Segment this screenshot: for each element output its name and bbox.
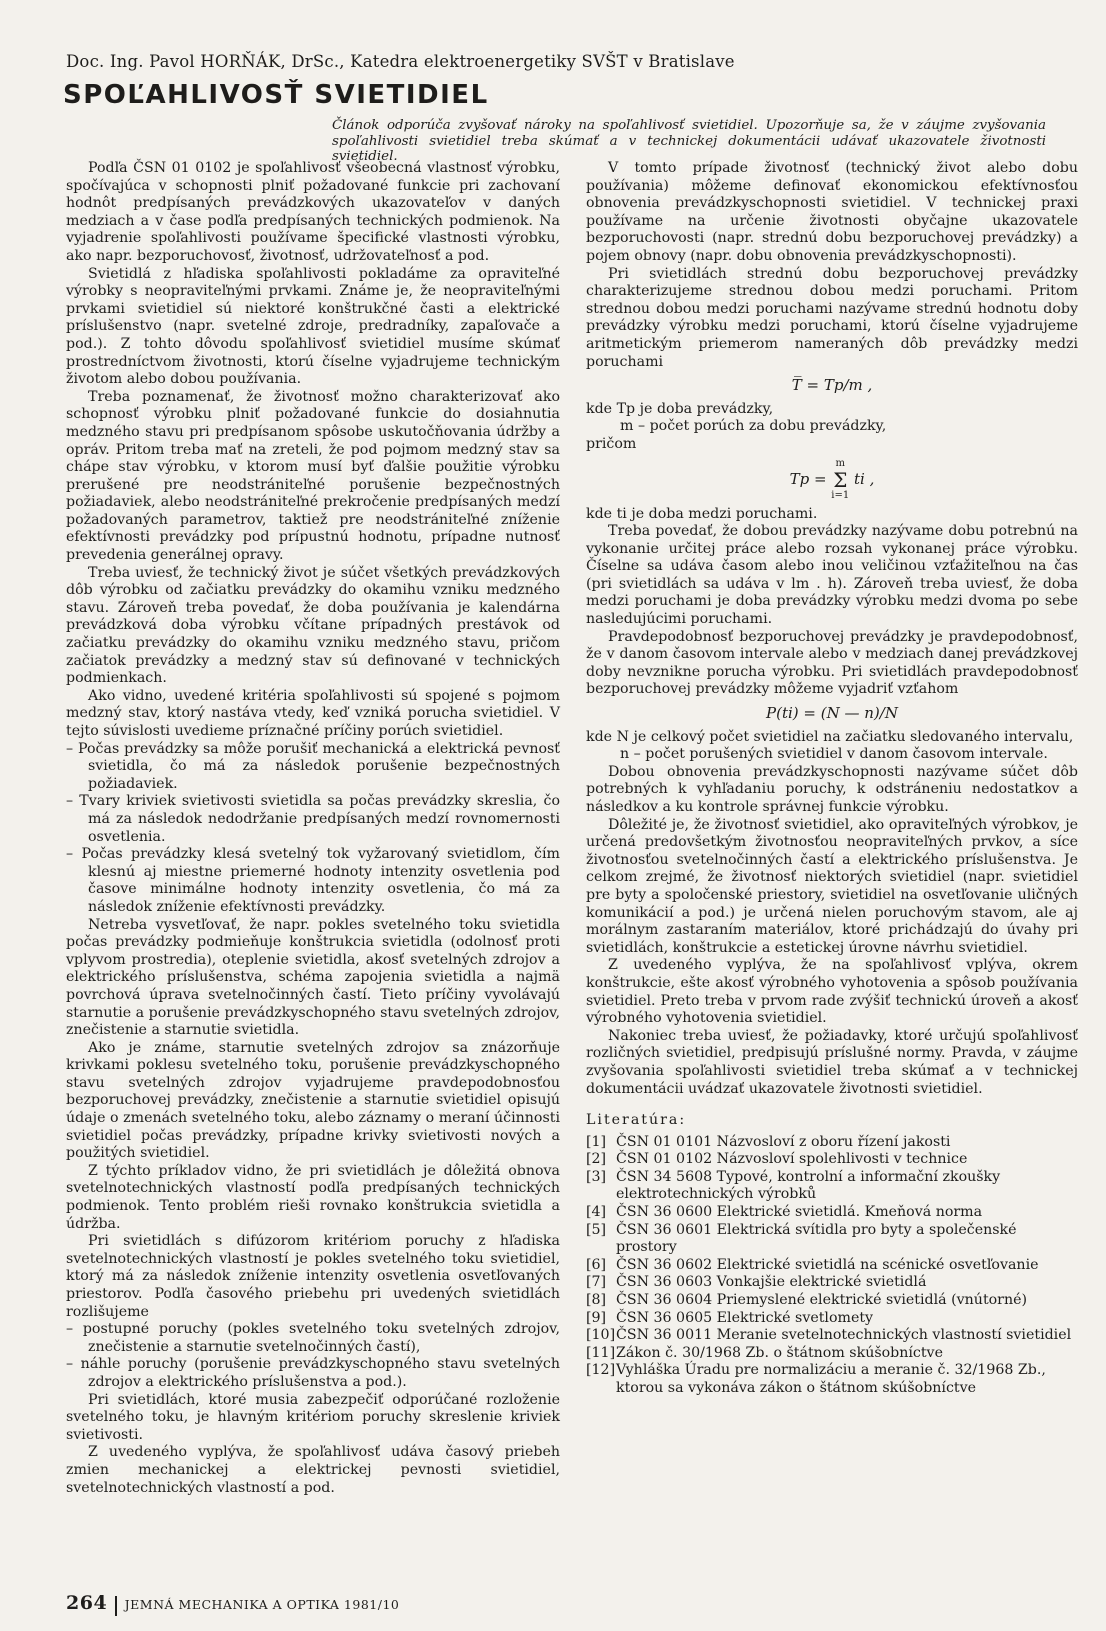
reference-item — [586, 1274, 1078, 1292]
sigma-block — [831, 458, 849, 502]
reference-number: [9] — [586, 1309, 607, 1326]
reference-text: ČSN 01 0102 Názvosloví spolehlivosti v technice — [616, 1151, 968, 1168]
paragraph: V tomto prípade životnosť (technický život alebo dobu používania) môžeme definovať ekonomickou efektívnosťou obnovenia prevádzkyschopnosti svietidiel. V technickej praxi používame na určenie životnosti obyčajne ukazovatele bezporuchovosti (napr. strednú dobu bezporuchovej prevádzky) a pojem obnovy (napr. dobu obnovenia prevádzkyschopnosti). — [586, 160, 1078, 264]
paragraph: Treba povedať, že dobou prevádzky nazývame dobu potrebnú na vykonanie určitej práce alebo rozsah vykonanej práce výrobku. Číselne sa udáva časom alebo inou veličinou vzťažiteľnou na čas (pri svietidlách sa udáva v lm . h). Zároveň treba uviesť, že doba medzi poruchami je doba prevádzky výrobku medzi dvoma po sebe nasledujúcimi poruchami. — [586, 523, 1078, 628]
reference-item — [586, 1310, 1078, 1328]
formula-sum — [586, 458, 1078, 502]
paragraph: Dobou obnovenia prevádzkyschopnosti nazývame súčet dôb potrebných k vyhľadaniu poruchy, k odstráneniu nedostatkov a následkov a ku kontrole správnej funkcie výrobku. — [586, 763, 1078, 815]
footer-divider — [115, 1596, 117, 1616]
reference-item — [586, 1222, 1078, 1257]
reference-number: [10] — [586, 1327, 616, 1344]
reference-item — [586, 1345, 1078, 1363]
reference-item — [586, 1327, 1078, 1345]
author-line: Doc. Ing. Pavol HORŇÁK, DrSc., Katedra elektroenergetiky SVŠT v Bratislave — [66, 52, 735, 71]
reference-number: [6] — [586, 1256, 607, 1273]
journal-name: JEMNÁ MECHANIKA A OPTIKA 1981/10 — [124, 1597, 400, 1612]
reference-number: [2] — [586, 1151, 607, 1168]
paragraph: Ako je známe, starnutie svetelných zdrojov sa znázorňuje krivkami poklesu svetelného toku, porušenie prevádzkyschopného stavu svetelných zdrojov vyjadrujeme pravdepodobnosťou bezporuchovej prevádzky, znečistenie a starnutie svietidiel opisujú údaje o zmenách svetelného toku, alebo záznamy o meraní účinnosti svietidiel počas prevádzky, prípadne krivky svietivosti nových a použitých svietidiel. — [66, 1039, 560, 1162]
definition-line: kde Tp je doba prevádzky, — [586, 400, 774, 417]
formula-probability: P(ti) = (N — n)/N — [766, 704, 898, 723]
sum-lower-limit: i=1 — [831, 489, 850, 501]
paragraph: Z uvedeného vyplýva, že spoľahlivosť udáva časový priebeh zmien mechanickej a elektrickej pevnosti svietidiel, svetelnotechnických vlastností a pod. — [66, 1444, 560, 1496]
reference-text: ČSN 34 5608 Typové, kontrolní a informační zkoušky elektrotechnických výrobků — [616, 1168, 1001, 1203]
paragraph: Pri svietidlách s difúzorom kritériom poruchy z hľadiska svetelnotechnických vlastností je pokles svetelného toku svietidiel, ktorý má za následok zníženie intenzity osvetlenia osvetľovaných priestorov. Podľa časového priebehu pri uvedených svietidlách rozlišujeme — [66, 1233, 560, 1320]
formula-definitions — [586, 729, 1078, 764]
references-heading: Literatúra: — [586, 1112, 687, 1129]
reference-item — [586, 1257, 1078, 1275]
reference-number: [5] — [586, 1221, 607, 1238]
reference-item — [586, 1292, 1078, 1310]
reference-number: [7] — [586, 1274, 607, 1291]
paragraph: Pravdepodobnosť bezporuchovej prevádzky je pravdepodobnosť, že v danom časovom intervale alebo v medziach danej prevádzkovej doby nevznikne porucha výrobku. Pri svietidlách pravdepodobnosť bezporuchovej prevádzky môžeme vyjadriť vzťahom — [586, 628, 1078, 698]
paragraph: Svietidlá z hľadiska spoľahlivosti pokladáme za opraviteľné výrobky s neopraviteľnými prvkami. Známe je, že neopraviteľnými prvkami svietidiel sú niektoré konštrukčné časti a elektrické príslušenstvo (napr. svetelné zdroje, predradníky, zapaľovače a pod.). Z tohto dôvodu spoľahlivosť svietidiel musíme skúmať prostredníctvom životnosti, ktorú číselne vyjadrujeme technickým životom alebo dobou používania. — [66, 265, 560, 388]
reference-item — [586, 1169, 1078, 1204]
reference-text: ČSN 36 0602 Elektrické svietidlá na scénické osvetľovanie — [616, 1256, 1039, 1273]
reference-text: Vyhláška Úradu pre normalizáciu a meranie č. 32/1968 Zb., ktorou sa vykonáva zákon o štátnom skúšobníctve — [616, 1362, 1046, 1396]
paragraph: Nakoniec treba uviesť, že požiadavky, ktoré určujú spoľahlivosť rozličných svietidiel, predpisujú príslušné normy. Pravda, v záujme zvyšovania spoľahlivosti svietidiel treba skúmať a v technickej dokumentácii uvádzať ukazovatele životnosti svietidiel. — [586, 1027, 1078, 1097]
list-item: – náhle poruchy (porušenie prevádzkyschopného stavu svetelných zdrojov a elektrického príslušenstva a pod.). — [66, 1356, 560, 1390]
reference-text: ČSN 36 0604 Priemyslené elektrické svietidlá (vnútorné) — [616, 1292, 1028, 1309]
list-item: – Tvary kriviek svietivosti svietidla sa počas prevádzky skreslia, čo má za následok nedodržanie predpísaných medzí rovnomernosti osvetlenia. — [66, 793, 560, 845]
paragraph: Ako vidno, uvedené kritéria spoľahlivosti sú spojené s pojmom medzný stav, ktorý nastáva vtedy, keď vzniká porucha svietidiel. V tejto súvislosti uvedieme príznačné príčiny porúch svietidiel. — [66, 687, 560, 739]
reference-number: [11] — [586, 1344, 616, 1361]
formula-rhs: ti , — [854, 469, 875, 488]
definition-line: kde N je celkový počet svietidiel na začiatku sledovaného intervalu, — [586, 728, 1074, 745]
paragraph: Podľa ČSN 01 0102 je spoľahlivosť všeobecná vlastnosť výrobku, spočívajúca v schopnosti plniť požadované funkcie pri zachovaní hodnôt predpísaných prevádzkových ukazovateľov v daných medziach a v čase podľa predpísaných technických podmienok. Na vyjadrenie spoľahlivosti používame špecifické vlastnosti výrobku, ako napr. bezporuchovosť, životnosť, udržovateľnosť a pod. — [66, 160, 560, 264]
paragraph: Netreba vysvetľovať, že napr. pokles svetelného toku svietidla počas prevádzky podmieňuje konštrukcia svietidla (odolnosť proti vplyvom prostredia), oteplenie svietidla, akosť svetelných zdrojov a elektrického príslušenstva, schéma zapojenia svietidla a najmä povrchová úprava svetelnočinných častí. Tieto príčiny vyvolávajú starnutie a porušenie prevádzkyschopného stavu svetelných zdrojov, znečistenie a starnutie svietidla. — [66, 916, 560, 1039]
paragraph: Dôležité je, že životnosť svietidiel, ako opraviteľných výrobkov, je určená predovšetkým životnosťou neopraviteľných prvkov, a síce životnosťou svetelnočinných častí a elektrického príslušenstva. Je celkom zrejmé, že životnosť niektorých svietidiel (napr. svietidiel pre byty a spoločenské priestory, svietidiel na osvetľovanie uličných komunikácií a pod.) je určená nielen poruchovým stavom, ale aj morálnym zastaraním materiálov, ktoré prichádzajú do úvahy pri svietidlách, konštrukcie a estetickej úrovne návrhu svietidiel. — [586, 816, 1078, 956]
reference-item — [586, 1204, 1078, 1222]
sigma-symbol: Σ — [833, 467, 848, 492]
definition-line: m – počet porúch za dobu prevádzky, — [620, 418, 887, 435]
definition-line: n – počet porušených svietidiel v danom časovom intervale. — [620, 746, 1048, 763]
reference-text: ČSN 36 0605 Elektrické svetlomety — [616, 1309, 874, 1326]
paragraph: Treba poznamenať, že životnosť možno charakterizovať ako schopnosť výrobku plniť požadované funkcie do dosiahnutia medzného stavu pri predpísanom spôsobe uskutočňovania údržby a opráv. Pritom treba mať na zreteli, že pod pojmom medzný stav sa chápe stav výrobku, v ktorom musí byť ďalšie použitie výrobku prerušené pre neodstrániteľné porušenie bezpečnostných požiadaviek, alebo neodstrániteľné prekročenie predpísaných medzí požadovaných parametrov, taktiež pre neodstrániteľné zníženie efektívnosti prevádzky pod prípustnú hodnotu, prípadne nutnosť prevedenia generálnej opravy. — [66, 388, 560, 564]
reference-text: ČSN 36 0600 Elektrické svietidlá. Kmeňová norma — [616, 1204, 983, 1221]
paragraph: pričom — [586, 435, 637, 452]
paragraph: Treba uviesť, že technický život je súčet všetkých prevádzkových dôb výrobku od začiatku prevádzky do okamihu vzniku medzného stavu. Zároveň treba povedať, že doba používania je kalendárna prevádzková doba výrobku včítane prípadných prestávok od začiatku prevádzky do okamihu vzniku medzného stavu, pričom začiatok prevádzky a medzný stav sú definované v technických podmienkach. — [66, 564, 560, 687]
reference-item — [586, 1362, 1078, 1397]
list-item: – postupné poruchy (pokles svetelného toku svetelných zdrojov, znečistenie a starnutie svetelnočinných častí), — [66, 1321, 560, 1355]
reference-item — [586, 1151, 1078, 1169]
reference-number: [8] — [586, 1292, 607, 1309]
reference-text: ČSN 36 0601 Elektrická svítidla pro byty a společenské prostory — [616, 1221, 1017, 1256]
sum-upper-limit: m — [835, 457, 846, 469]
reference-text: ČSN 01 0101 Názvosloví z oboru řízení jakosti — [616, 1133, 951, 1150]
reference-text: ČSN 36 0011 Meranie svetelnotechnických vlastností svietidiel — [616, 1327, 1072, 1344]
reference-number: [4] — [586, 1204, 607, 1221]
formula-lhs: Tp = — [789, 469, 832, 488]
paragraph: Pri svietidlách strednú dobu bezporuchovej prevádzky charakterizujeme strednou dobou medzi poruchami. Pritom strednou dobou medzi poruchami nazývame strednú hodnotu doby prevádzky výrobku medzi poruchami, ktorú číselne vyjadrujeme aritmetickým priemerom nameraných dôb prevádzky medzi poruchami — [586, 265, 1078, 370]
reference-text: ČSN 36 0603 Vonkajšie elektrické svietidlá — [616, 1274, 927, 1291]
definition-line: kde ti je doba medzi poruchami. — [586, 505, 818, 522]
left-column — [66, 160, 560, 1497]
list-item: – Počas prevádzky sa môže porušiť mechanická a elektrická pevnosť svietidla, čo má za následok porušenie bezpečnostných požiadaviek. — [66, 740, 560, 792]
formula-mean-time: T̅ = Tp/m , — [791, 376, 873, 395]
paragraph: Z týchto príkladov vidno, že pri svietidlách je dôležitá obnova svetelnotechnických vlastností podľa predpísaných technických podmienok. Tento problém rieši rovnako konštrukcia svietidla a údržba. — [66, 1162, 560, 1232]
reference-number: [1] — [586, 1133, 607, 1150]
page-number: 264 — [66, 1592, 108, 1614]
reference-text: Zákon č. 30/1968 Zb. o štátnom skúšobníctve — [616, 1344, 943, 1361]
list-item: – Počas prevádzky klesá svetelný tok vyžarovaný svietidlom, čím klesnú aj miestne priemerné hodnoty intenzity osvetlenia pod časove minimálne hodnoty intenzity osvetlenia, čo má za následok zníženie efektívnosti prevádzky. — [66, 846, 560, 915]
formula-definitions — [586, 401, 1078, 436]
right-column — [586, 160, 1078, 1398]
references-list — [586, 1134, 1078, 1398]
reference-number: [3] — [586, 1168, 607, 1185]
article-title: SPOĽAHLIVOSŤ SVIETIDIEL — [63, 80, 489, 110]
reference-item — [586, 1134, 1078, 1152]
reference-number: [12] — [586, 1362, 616, 1379]
paragraph: Pri svietidlách, ktoré musia zabezpečiť odporúčané rozloženie svetelného toku, je hlavným kritériom poruchy skreslenie kriviek svietivosti. — [66, 1391, 560, 1443]
page-footer — [66, 1592, 399, 1616]
paragraph: Z uvedeného vyplýva, že na spoľahlivosť vplýva, okrem konštrukcie, ešte akosť výrobného vyhotovenia a spôsob používania svietidiel. Preto treba v prvom rade zvýšiť technickú úroveň a akosť výrobného vyhotovenia svietidiel. — [586, 957, 1078, 1027]
article-abstract: Článok odporúča zvyšovať nároky na spoľahlivosť svietidiel. Upozorňuje sa, že v záujme zvyšovania spoľahlivosti svietidiel treba skúmať a v technickej dokumentácii udávať ukazovatele životnosti svietidiel. — [332, 118, 1046, 164]
